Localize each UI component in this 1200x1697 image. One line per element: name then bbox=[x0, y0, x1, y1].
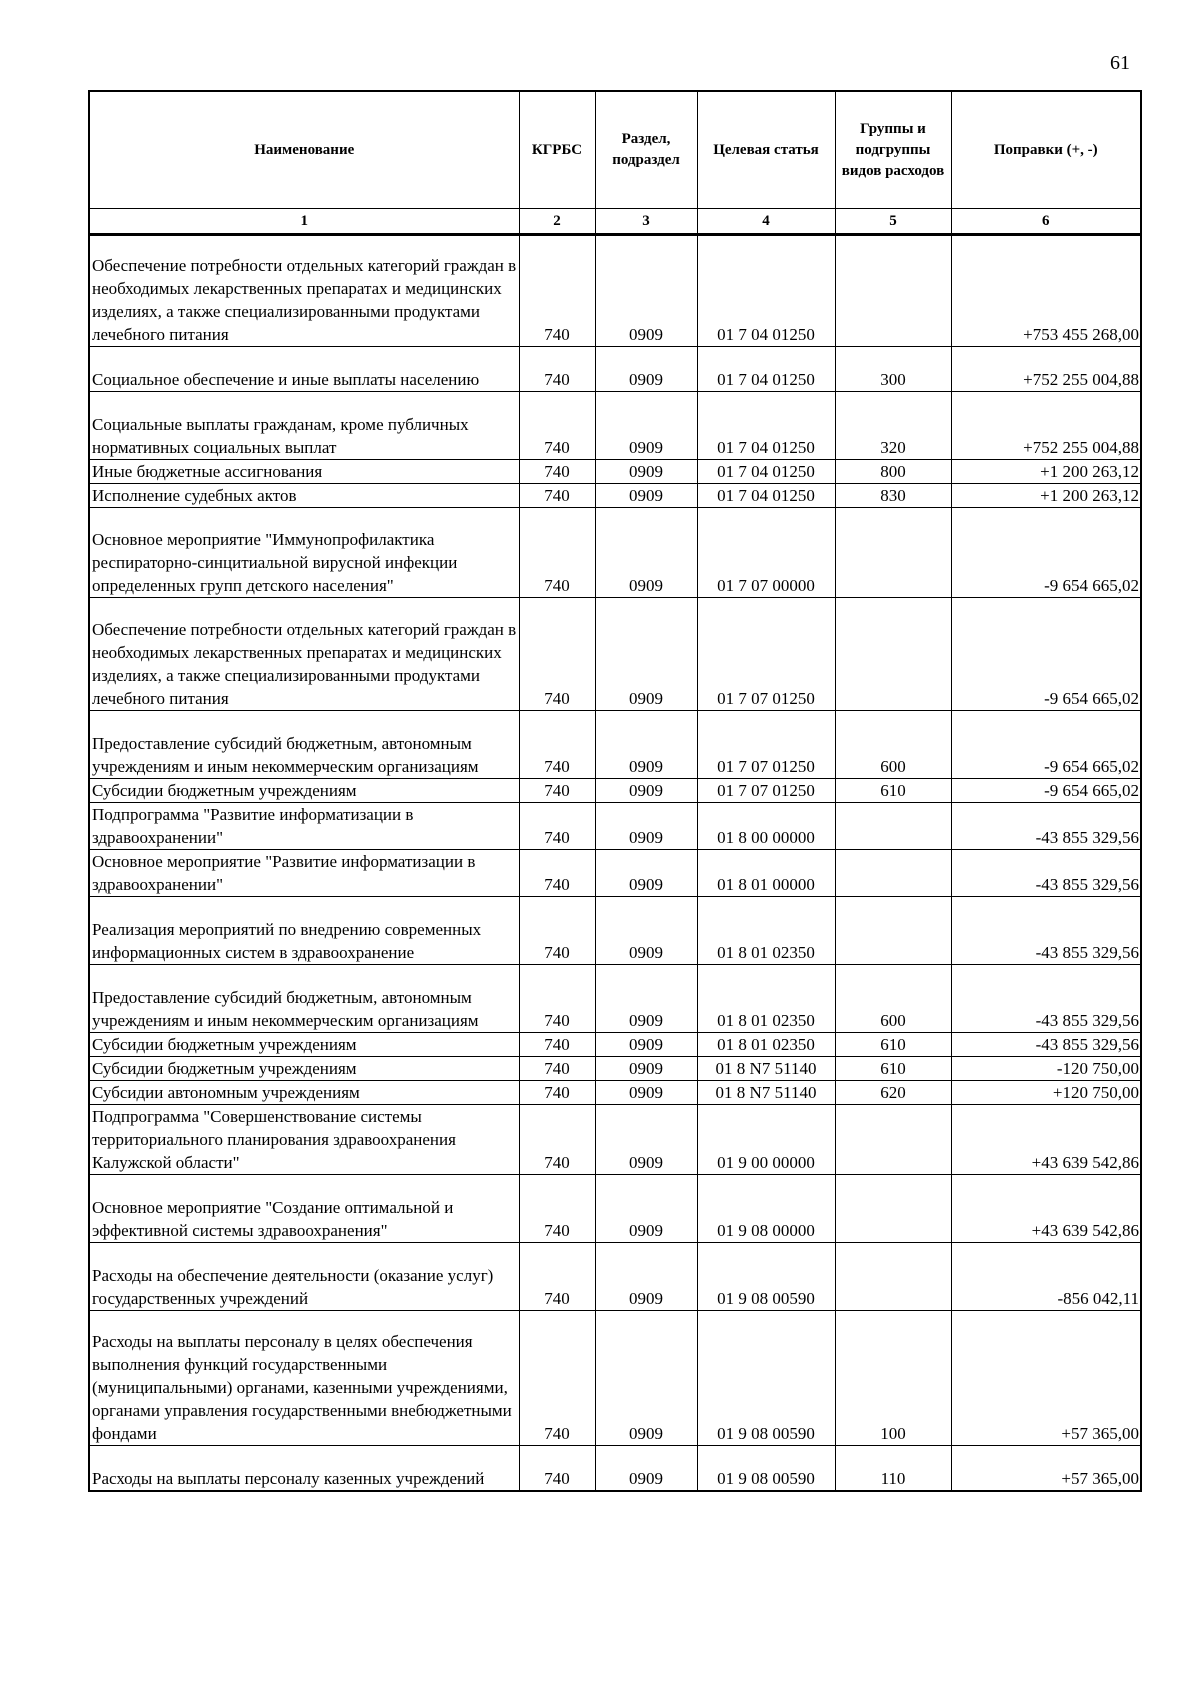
table-row bbox=[89, 1057, 1141, 1081]
row-name: Субсидии бюджетным учреждениям bbox=[89, 1057, 519, 1081]
row-amount: -9 654 665,02 bbox=[951, 508, 1141, 598]
row-razdel: 0909 bbox=[595, 965, 697, 1033]
column-number: 5 bbox=[835, 209, 951, 235]
row-kgrbs: 740 bbox=[519, 1175, 595, 1243]
row-group bbox=[835, 235, 951, 347]
row-razdel: 0909 bbox=[595, 1033, 697, 1057]
row-name: Реализация мероприятий по внедрению современных информационных систем в здравоохранение bbox=[89, 897, 519, 965]
table-row bbox=[89, 484, 1141, 508]
header-amount: Поправки (+, -) bbox=[951, 91, 1141, 209]
row-kgrbs: 740 bbox=[519, 897, 595, 965]
row-kgrbs: 740 bbox=[519, 460, 595, 484]
row-kgrbs: 740 bbox=[519, 235, 595, 347]
row-kgrbs: 740 bbox=[519, 1243, 595, 1311]
row-razdel: 0909 bbox=[595, 1446, 697, 1491]
row-kgrbs: 740 bbox=[519, 1446, 595, 1491]
row-target: 01 8 01 02350 bbox=[697, 965, 835, 1033]
row-target: 01 8 00 00000 bbox=[697, 803, 835, 850]
column-number: 4 bbox=[697, 209, 835, 235]
row-amount: -43 855 329,56 bbox=[951, 965, 1141, 1033]
header-razdel: Раздел, подраздел bbox=[595, 91, 697, 209]
row-amount: -9 654 665,02 bbox=[951, 598, 1141, 711]
row-kgrbs: 740 bbox=[519, 484, 595, 508]
row-group: 600 bbox=[835, 711, 951, 779]
row-name: Субсидии автономным учреждениям bbox=[89, 1081, 519, 1105]
row-name: Основное мероприятие "Создание оптимальной и эффективной системы здравоохранения" bbox=[89, 1175, 519, 1243]
row-razdel: 0909 bbox=[595, 1057, 697, 1081]
row-target: 01 7 07 00000 bbox=[697, 508, 835, 598]
table-row bbox=[89, 897, 1141, 965]
row-name: Основное мероприятие "Иммунопрофилактика респираторно-синцитиальной вирусной инфекции определенных групп детского населения" bbox=[89, 508, 519, 598]
row-amount: -43 855 329,56 bbox=[951, 897, 1141, 965]
row-razdel: 0909 bbox=[595, 1311, 697, 1446]
column-number-row bbox=[89, 209, 1141, 235]
row-kgrbs: 740 bbox=[519, 508, 595, 598]
row-name: Субсидии бюджетным учреждениям bbox=[89, 779, 519, 803]
row-amount: -43 855 329,56 bbox=[951, 1033, 1141, 1057]
row-target: 01 8 N7 51140 bbox=[697, 1081, 835, 1105]
table-row bbox=[89, 1446, 1141, 1491]
row-group: 600 bbox=[835, 965, 951, 1033]
row-target: 01 9 08 00000 bbox=[697, 1175, 835, 1243]
row-group bbox=[835, 598, 951, 711]
row-group bbox=[835, 850, 951, 897]
table-row bbox=[89, 392, 1141, 460]
row-group: 620 bbox=[835, 1081, 951, 1105]
row-razdel: 0909 bbox=[595, 1175, 697, 1243]
header-kgrbs: КГРБС bbox=[519, 91, 595, 209]
row-kgrbs: 740 bbox=[519, 598, 595, 711]
row-group: 610 bbox=[835, 1033, 951, 1057]
table-body bbox=[89, 235, 1141, 1491]
row-kgrbs: 740 bbox=[519, 1311, 595, 1446]
column-number: 6 bbox=[951, 209, 1141, 235]
row-group: 830 bbox=[835, 484, 951, 508]
table-row bbox=[89, 235, 1141, 347]
row-target: 01 7 04 01250 bbox=[697, 392, 835, 460]
row-razdel: 0909 bbox=[595, 1243, 697, 1311]
header-group: Группы и подгруппы видов расходов bbox=[835, 91, 951, 209]
row-razdel: 0909 bbox=[595, 598, 697, 711]
row-target: 01 9 08 00590 bbox=[697, 1311, 835, 1446]
row-name: Расходы на обеспечение деятельности (оказание услуг) государственных учреждений bbox=[89, 1243, 519, 1311]
row-name: Расходы на выплаты персоналу казенных учреждений bbox=[89, 1446, 519, 1491]
row-amount: +1 200 263,12 bbox=[951, 460, 1141, 484]
row-razdel: 0909 bbox=[595, 803, 697, 850]
row-target: 01 9 08 00590 bbox=[697, 1243, 835, 1311]
row-amount: +43 639 542,86 bbox=[951, 1105, 1141, 1175]
row-amount: -43 855 329,56 bbox=[951, 803, 1141, 850]
table-header-row bbox=[89, 91, 1141, 209]
row-kgrbs: 740 bbox=[519, 803, 595, 850]
row-name: Основное мероприятие "Развитие информатизации в здравоохранении" bbox=[89, 850, 519, 897]
row-name: Исполнение судебных актов bbox=[89, 484, 519, 508]
row-group bbox=[835, 1175, 951, 1243]
row-amount: -856 042,11 bbox=[951, 1243, 1141, 1311]
header-target: Целевая статья bbox=[697, 91, 835, 209]
table-row bbox=[89, 711, 1141, 779]
row-name: Подпрограмма "Развитие информатизации в здравоохранении" bbox=[89, 803, 519, 850]
row-name: Подпрограмма "Совершенствование системы территориального планирования здравоохранения Калужской области" bbox=[89, 1105, 519, 1175]
table-row bbox=[89, 779, 1141, 803]
row-kgrbs: 740 bbox=[519, 1105, 595, 1175]
row-name: Обеспечение потребности отдельных категорий граждан в необходимых лекарственных препаратах и медицинских изделиях, а также специализированными продуктами лечебного питания bbox=[89, 598, 519, 711]
table-row bbox=[89, 1311, 1141, 1446]
row-target: 01 7 07 01250 bbox=[697, 598, 835, 711]
budget-amendments-table bbox=[88, 90, 1142, 1492]
row-target: 01 7 04 01250 bbox=[697, 484, 835, 508]
page-number: 61 bbox=[1110, 52, 1130, 74]
row-target: 01 8 01 00000 bbox=[697, 850, 835, 897]
table-row bbox=[89, 1081, 1141, 1105]
row-kgrbs: 740 bbox=[519, 1057, 595, 1081]
row-amount: -9 654 665,02 bbox=[951, 779, 1141, 803]
row-amount: +43 639 542,86 bbox=[951, 1175, 1141, 1243]
row-kgrbs: 740 bbox=[519, 1081, 595, 1105]
row-amount: +752 255 004,88 bbox=[951, 392, 1141, 460]
row-kgrbs: 740 bbox=[519, 1033, 595, 1057]
row-razdel: 0909 bbox=[595, 897, 697, 965]
row-razdel: 0909 bbox=[595, 484, 697, 508]
table-row bbox=[89, 1175, 1141, 1243]
row-target: 01 7 07 01250 bbox=[697, 711, 835, 779]
row-kgrbs: 740 bbox=[519, 965, 595, 1033]
row-group bbox=[835, 1105, 951, 1175]
column-number: 3 bbox=[595, 209, 697, 235]
row-group: 300 bbox=[835, 347, 951, 392]
row-group: 100 bbox=[835, 1311, 951, 1446]
row-amount: +1 200 263,12 bbox=[951, 484, 1141, 508]
row-kgrbs: 740 bbox=[519, 779, 595, 803]
row-name: Социальные выплаты гражданам, кроме публичных нормативных социальных выплат bbox=[89, 392, 519, 460]
row-razdel: 0909 bbox=[595, 347, 697, 392]
row-group: 320 bbox=[835, 392, 951, 460]
row-kgrbs: 740 bbox=[519, 711, 595, 779]
row-amount: +120 750,00 bbox=[951, 1081, 1141, 1105]
table-row bbox=[89, 460, 1141, 484]
table-row bbox=[89, 803, 1141, 850]
row-name: Предоставление субсидий бюджетным, автономным учреждениям и иным некоммерческим организациям bbox=[89, 711, 519, 779]
row-razdel: 0909 bbox=[595, 711, 697, 779]
row-target: 01 8 01 02350 bbox=[697, 1033, 835, 1057]
column-number: 1 bbox=[89, 209, 519, 235]
row-group bbox=[835, 897, 951, 965]
row-razdel: 0909 bbox=[595, 1081, 697, 1105]
row-target: 01 7 04 01250 bbox=[697, 460, 835, 484]
table-row bbox=[89, 1033, 1141, 1057]
row-target: 01 9 00 00000 bbox=[697, 1105, 835, 1175]
row-razdel: 0909 bbox=[595, 1105, 697, 1175]
row-razdel: 0909 bbox=[595, 508, 697, 598]
table-row bbox=[89, 1243, 1141, 1311]
row-amount: -120 750,00 bbox=[951, 1057, 1141, 1081]
row-group bbox=[835, 1243, 951, 1311]
table-row bbox=[89, 347, 1141, 392]
row-target: 01 8 N7 51140 bbox=[697, 1057, 835, 1081]
row-group bbox=[835, 508, 951, 598]
row-amount: +57 365,00 bbox=[951, 1446, 1141, 1491]
row-kgrbs: 740 bbox=[519, 347, 595, 392]
row-razdel: 0909 bbox=[595, 779, 697, 803]
row-razdel: 0909 bbox=[595, 850, 697, 897]
row-kgrbs: 740 bbox=[519, 392, 595, 460]
row-target: 01 7 07 01250 bbox=[697, 779, 835, 803]
row-name: Субсидии бюджетным учреждениям bbox=[89, 1033, 519, 1057]
row-name: Предоставление субсидий бюджетным, автономным учреждениям и иным некоммерческим организациям bbox=[89, 965, 519, 1033]
row-target: 01 7 04 01250 bbox=[697, 347, 835, 392]
table-row bbox=[89, 598, 1141, 711]
row-razdel: 0909 bbox=[595, 460, 697, 484]
table-row bbox=[89, 1105, 1141, 1175]
row-group: 110 bbox=[835, 1446, 951, 1491]
row-name: Иные бюджетные ассигнования bbox=[89, 460, 519, 484]
row-amount: +57 365,00 bbox=[951, 1311, 1141, 1446]
row-name: Расходы на выплаты персоналу в целях обеспечения выполнения функций государственными (муниципальными) органами, казенными учреждениями, органами управления государственными внебюджетными фондами bbox=[89, 1311, 519, 1446]
row-name: Социальное обеспечение и иные выплаты населению bbox=[89, 347, 519, 392]
table-row bbox=[89, 965, 1141, 1033]
row-amount: +752 255 004,88 bbox=[951, 347, 1141, 392]
row-razdel: 0909 bbox=[595, 235, 697, 347]
row-target: 01 8 01 02350 bbox=[697, 897, 835, 965]
row-target: 01 9 08 00590 bbox=[697, 1446, 835, 1491]
row-amount: +753 455 268,00 bbox=[951, 235, 1141, 347]
row-name: Обеспечение потребности отдельных категорий граждан в необходимых лекарственных препаратах и медицинских изделиях, а также специализированными продуктами лечебного питания bbox=[89, 235, 519, 347]
row-group bbox=[835, 803, 951, 850]
row-kgrbs: 740 bbox=[519, 850, 595, 897]
row-razdel: 0909 bbox=[595, 392, 697, 460]
table-row bbox=[89, 850, 1141, 897]
row-group: 610 bbox=[835, 779, 951, 803]
header-name: Наименование bbox=[89, 91, 519, 209]
row-target: 01 7 04 01250 bbox=[697, 235, 835, 347]
row-group: 800 bbox=[835, 460, 951, 484]
column-number: 2 bbox=[519, 209, 595, 235]
row-amount: -9 654 665,02 bbox=[951, 711, 1141, 779]
row-amount: -43 855 329,56 bbox=[951, 850, 1141, 897]
row-group: 610 bbox=[835, 1057, 951, 1081]
table-row bbox=[89, 508, 1141, 598]
